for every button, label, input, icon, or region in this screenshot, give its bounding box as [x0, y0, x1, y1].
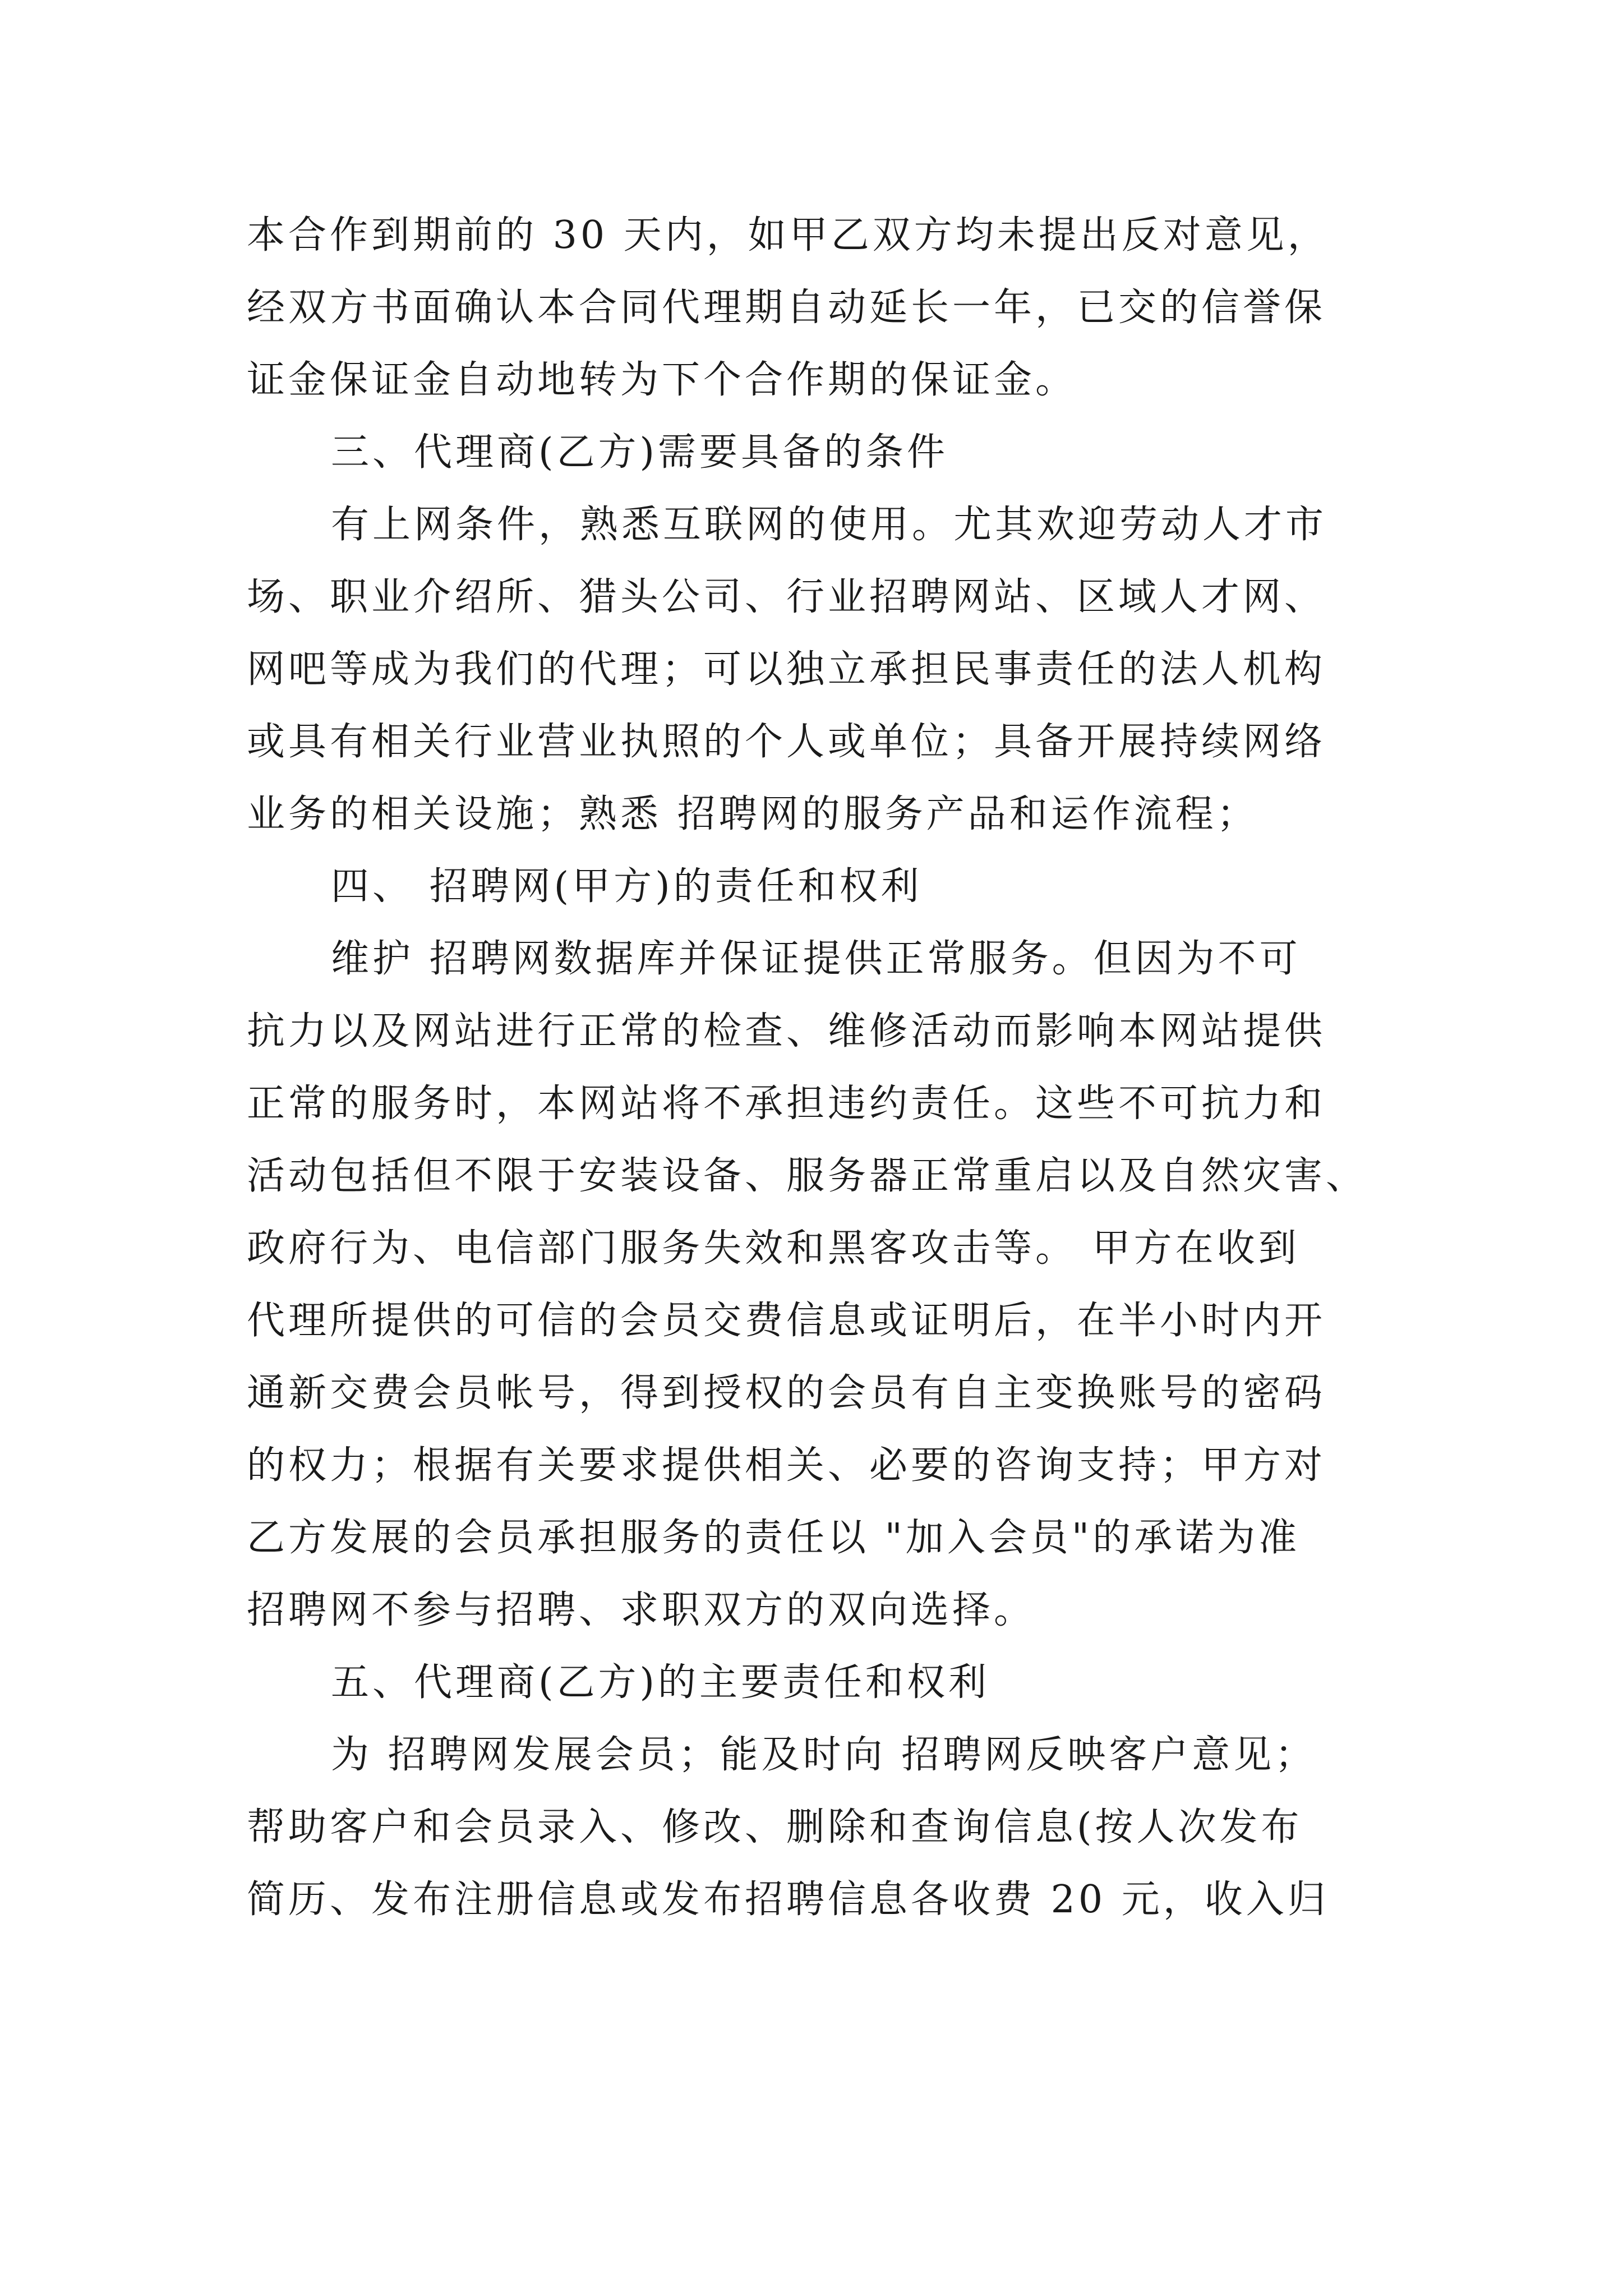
section-heading-5: 五、代理商(乙方)的主要责任和权利 — [331, 1660, 990, 1705]
text-line-3: 证金保证金自动地转为下个合作期的保证金。 — [247, 358, 1077, 402]
text-line-24: 简历、发布注册信息或发布招聘信息各收费 20 元，收入归 — [247, 1878, 1329, 1922]
text-line-12: 抗力以及网站进行正常的检查、维修活动而影响本网站提供 — [247, 1009, 1326, 1053]
text-line-17: 通新交费会员帐号，得到授权的会员有自主变换账号的密码 — [247, 1371, 1326, 1415]
text-line-11: 维护 招聘网数据库并保证提供正常服务。但因为不可 — [331, 937, 1301, 981]
text-line-5: 有上网条件，熟悉互联网的使用。尤其欢迎劳动人才市 — [331, 503, 1327, 547]
text-line-13: 正常的服务时，本网站将不承担违约责任。这些不可抗力和 — [247, 1082, 1326, 1126]
text-line-9: 业务的相关设施；熟悉 招聘网的服务产品和运作流程； — [247, 792, 1258, 836]
section-heading-4: 四、 招聘网(甲方)的责任和权利 — [331, 864, 923, 909]
text-line-15: 政府行为、电信部门服务失效和黑客攻击等。 甲方在收到 — [247, 1226, 1300, 1271]
text-line-18: 的权力；根据有关要求提供相关、必要的咨询支持；甲方对 — [247, 1443, 1326, 1488]
text-line-8: 或具有相关行业营业执照的个人或单位；具备开展持续网络 — [247, 720, 1326, 764]
text-line-1: 本合作到期前的 30 天内，如甲乙双方均未提出反对意见， — [247, 213, 1329, 257]
text-line-14: 活动包括但不限于安装设备、服务器正常重启以及自然灾害、 — [247, 1154, 1368, 1198]
text-line-23: 帮助客户和会员录入、修改、删除和查询信息(按人次发布 — [247, 1805, 1303, 1849]
text-line-19: 乙方发展的会员承担服务的责任以 "加入会员"的承诺为准 — [247, 1516, 1301, 1560]
text-line-20: 招聘网不参与招聘、求职双方的双向选择。 — [247, 1588, 1036, 1632]
section-heading-3: 三、代理商(乙方)需要具备的条件 — [331, 430, 949, 475]
text-line-16: 代理所提供的可信的会员交费信息或证明后，在半小时内开 — [247, 1299, 1326, 1343]
text-line-22: 为 招聘网发展会员；能及时向 招聘网反映客户意见； — [331, 1733, 1317, 1777]
text-line-6: 场、职业介绍所、猎头公司、行业招聘网站、区域人才网、 — [247, 575, 1326, 619]
document-body — [247, 199, 1391, 1936]
text-line-2: 经双方书面确认本合同代理期自动延长一年，已交的信誉保 — [247, 286, 1326, 330]
text-line-7: 网吧等成为我们的代理；可以独立承担民事责任的法人机构 — [247, 647, 1326, 692]
